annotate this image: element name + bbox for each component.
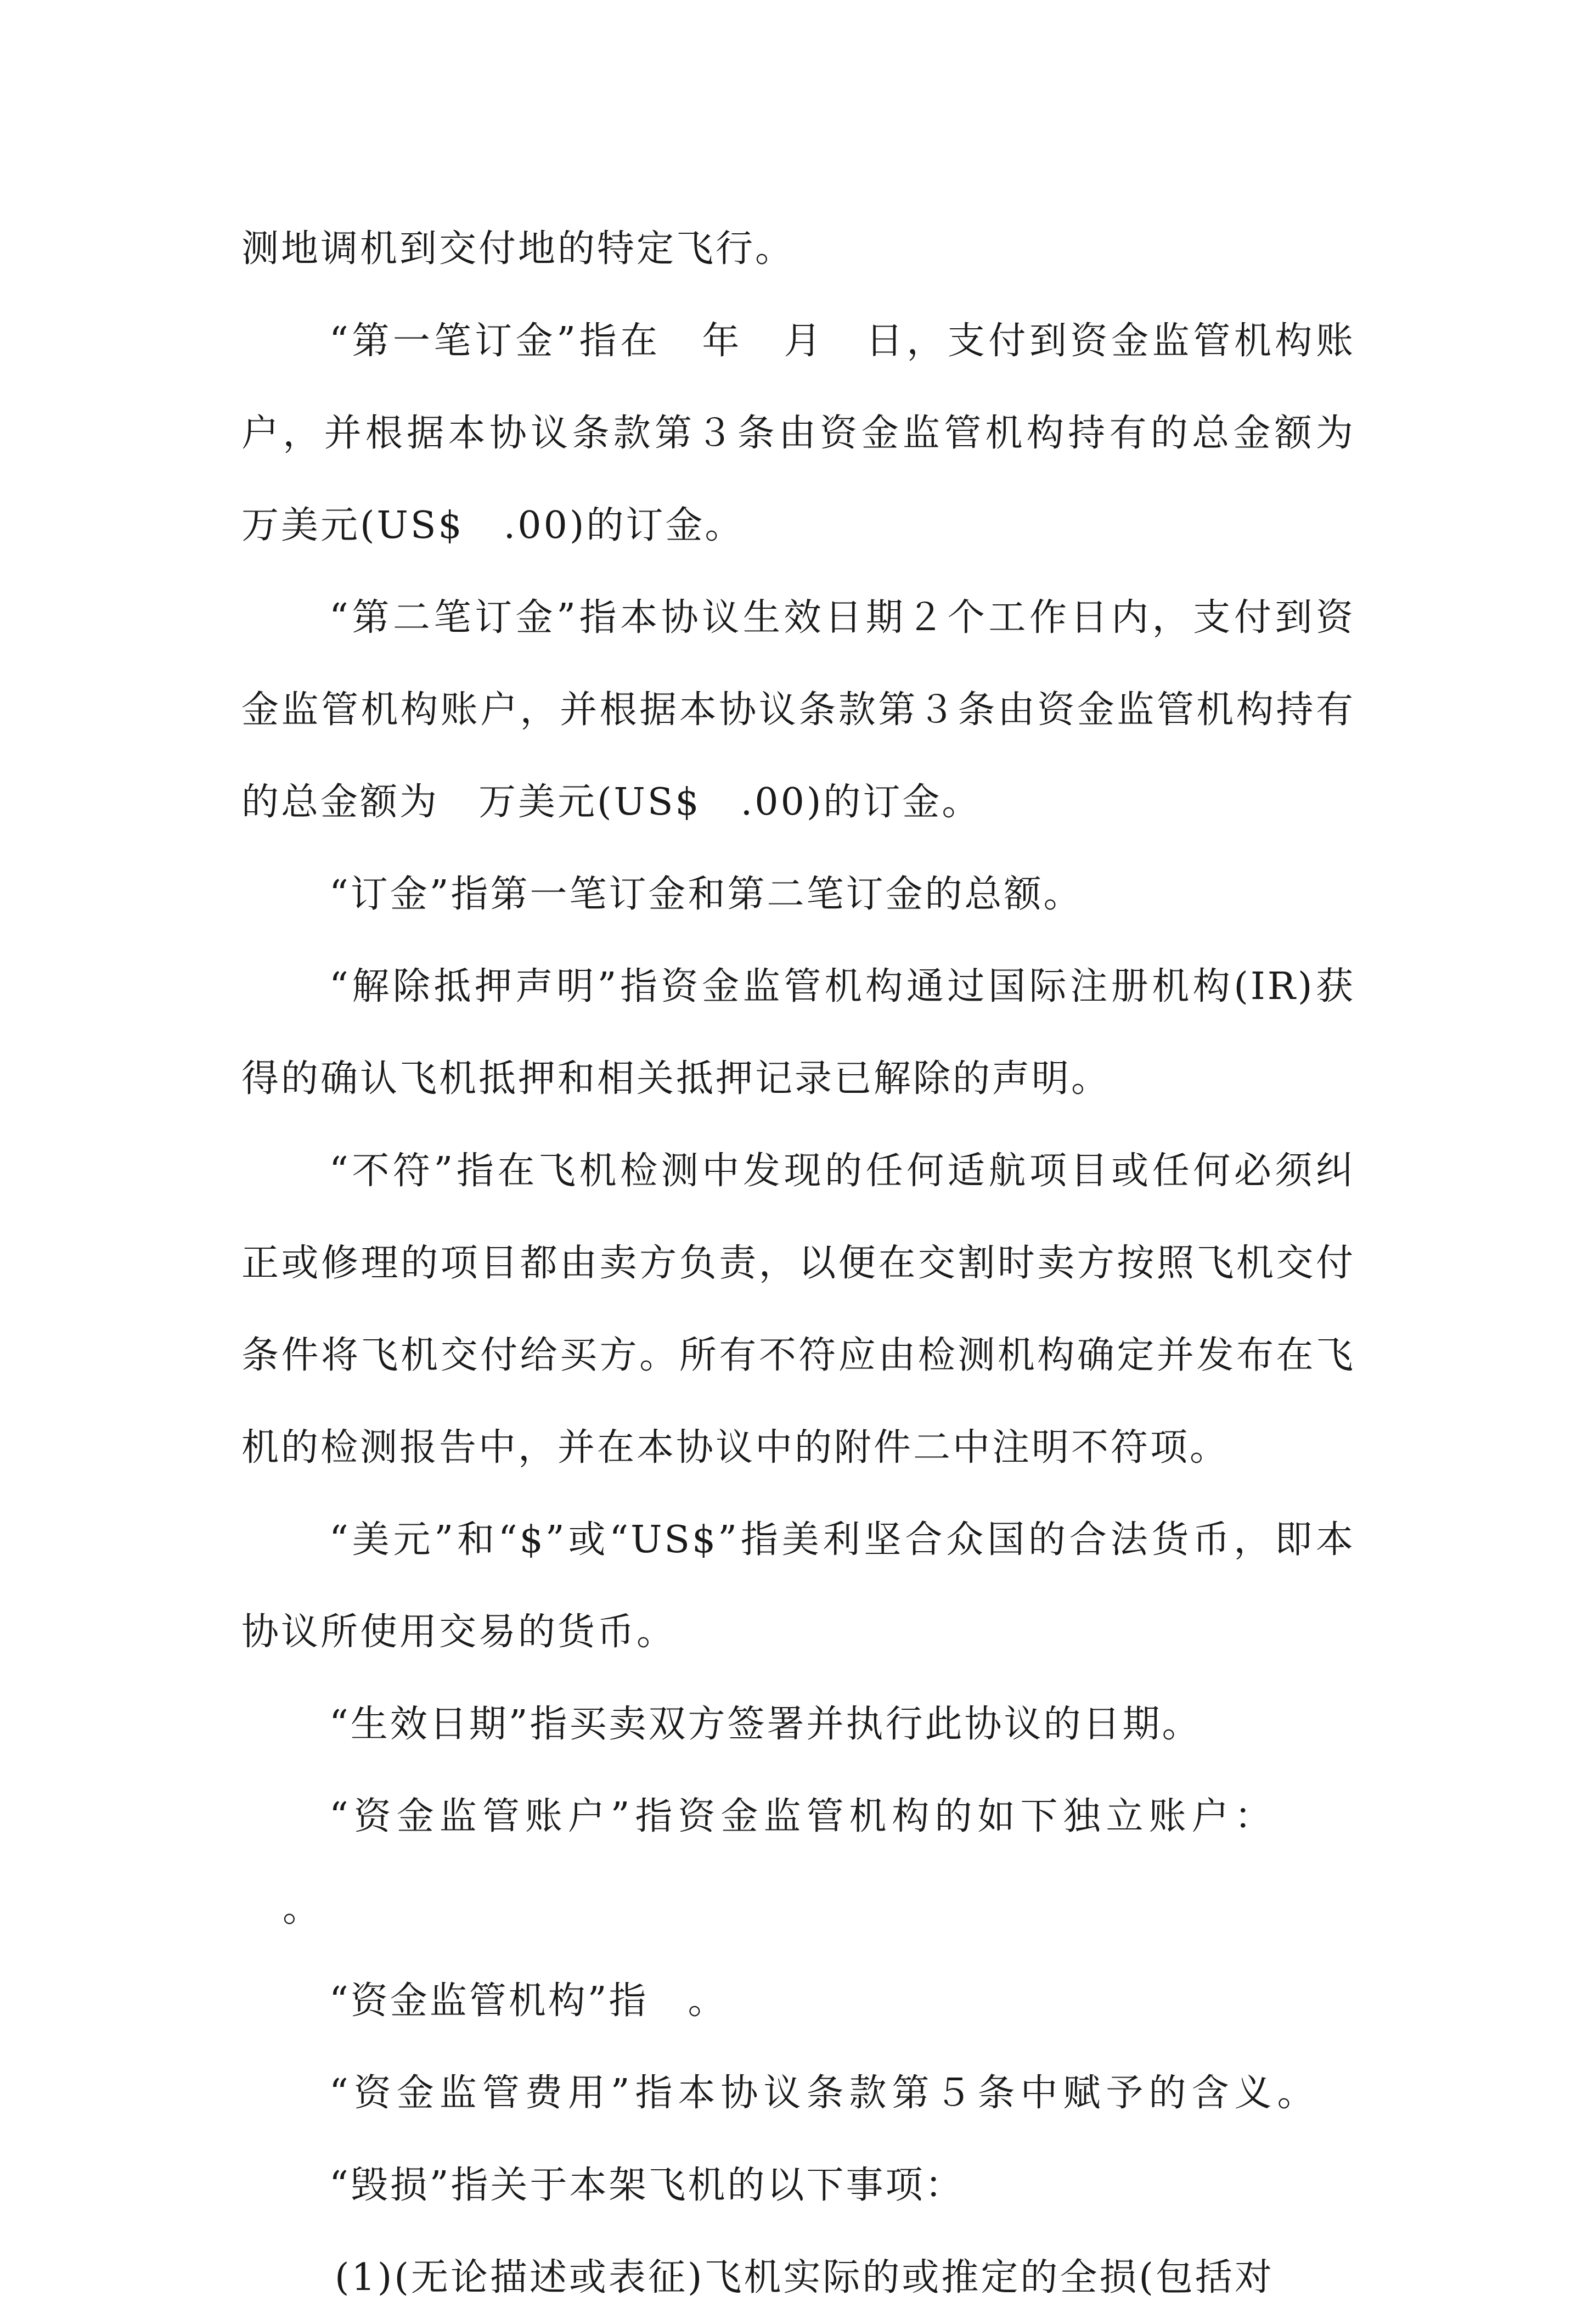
paragraph-escrow-account-cont: 。 (283, 1887, 323, 1930)
paragraph-first-deposit: “第一笔订金”指在 年 月 日，支付到资金监管机构账户，并根据本协议条款第３条由资金监管机构持有的总金额为 万美元(US$ .00)的订金。 (241, 319, 1395, 547)
paragraph-loss-item-1: (1)(无论描述或表征)飞机实际的或推定的全损(包括对 (335, 2256, 1274, 2299)
paragraph-discharge: “解除抵押声明”指资金监管机构通过国际注册机构(IR)获得的确认飞机抵押和相关抵押记录已解除的声明。 (241, 965, 1355, 1101)
paragraph-dollars: “美元”和“$”或“US$”指美利坚合众国的合法货币，即本协议所使用交易的货币。 (241, 1518, 1355, 1654)
paragraph-escrow-fee: “资金监管费用”指本协议条款第５条中赋予的含义。 (329, 2072, 1320, 2115)
paragraph-deposit: “订金”指第一笔订金和第二笔订金的总额。 (329, 873, 1083, 916)
paragraph-effective-date: “生效日期”指买卖双方签署并执行此协议的日期。 (329, 1703, 1202, 1746)
paragraph-discrepancy: “不符”指在飞机检测中发现的任何适航项目或任何必须纠正或修理的项目都由卖方负责，以便在交割时卖方按照飞机交付条件将飞机交付给买方。所有不符应由检测机构确定并发布在飞机的检测报告中，并在本协议中的附件二中注明不符项。 (241, 1149, 1355, 1469)
paragraph-loss: “毁损”指关于本架飞机的以下事项： (329, 2164, 965, 2207)
paragraph-escrow-agent: “资金监管机构”指 。 (329, 1979, 728, 2023)
paragraph-escrow-account: “资金监管账户”指资金监管机构的如下独立账户： (329, 1795, 1277, 1838)
paragraph-second-deposit: “第二笔订金”指本协议生效日期２个工作日内，支付到资金监管机构账户，并根据本协议条款第３条由资金监管机构持有的总金额为 万美元(US$ .00)的订金。 (241, 596, 1355, 824)
paragraph-special-flight: 测地调机到交付地的特定飞行。 (241, 227, 795, 271)
document-page (241, 203, 1395, 2324)
